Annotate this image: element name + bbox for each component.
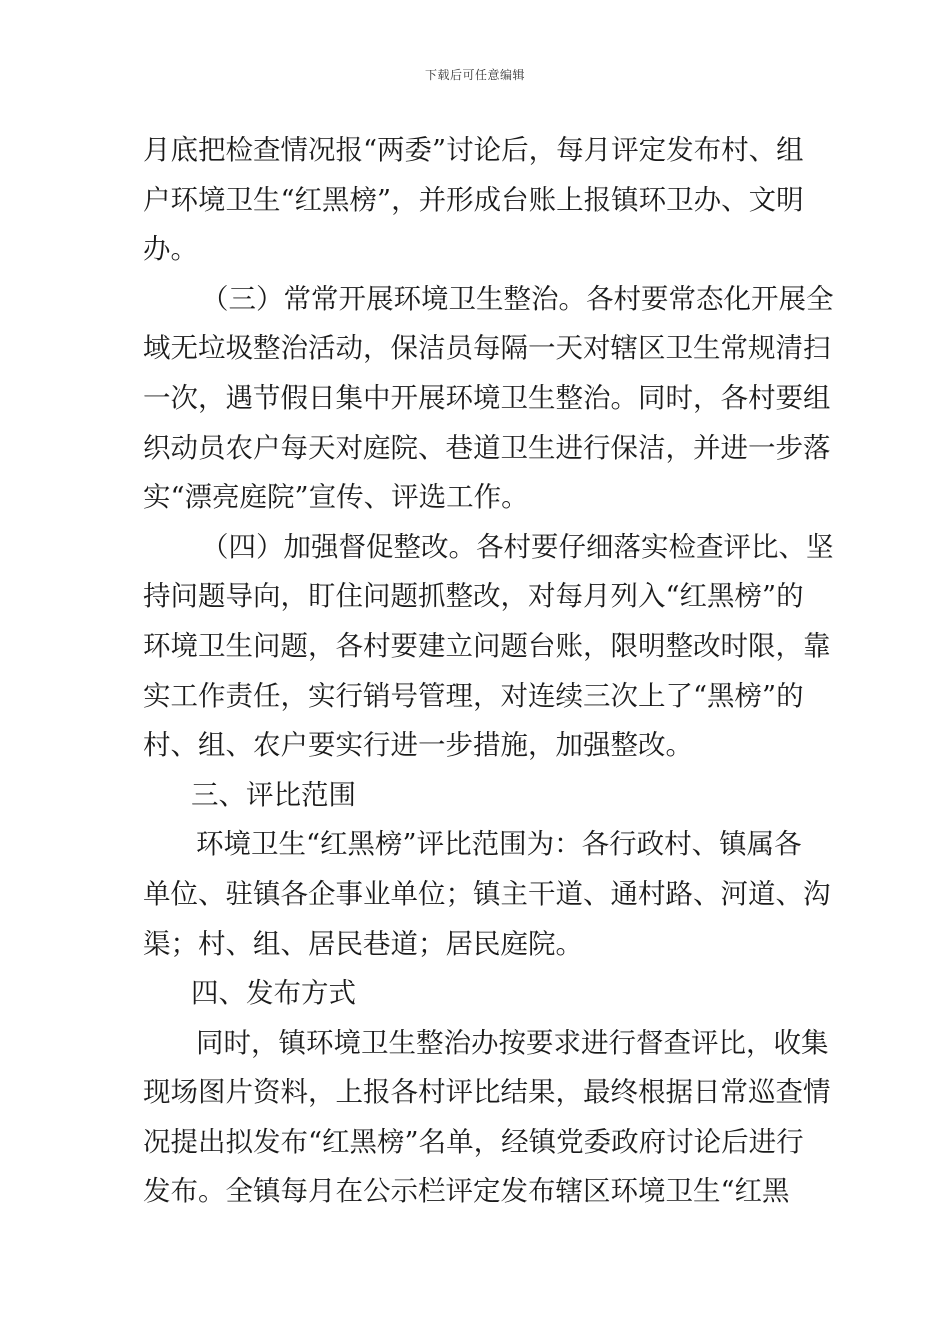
- paragraph-publish: [143, 1019, 831, 1217]
- text-line: 现场图片资料，上报各村评比结果，最终根据日常巡查情: [143, 1076, 831, 1109]
- heading-publish-method: [143, 969, 808, 1019]
- text-line: 持问题导向，盯住问题抓整改，对每月列入“红黑榜”的: [143, 580, 804, 613]
- page-header: 下载后可任意编辑: [424, 68, 525, 82]
- text-line: 办。: [143, 233, 198, 266]
- text-line: 况提出拟发布“红黑榜”名单，经镇党委政府讨论后进行: [143, 1125, 804, 1158]
- text-line: （四）加强督促整改。各村要仔细落实检查评比、坚: [201, 530, 834, 563]
- text-line: 渠；村、组、居民巷道；居民庭院。: [143, 927, 583, 960]
- document-body: [143, 126, 834, 1217]
- text-line: （三）常常开展环境卫生整治。各村要常态化开展全: [201, 282, 834, 315]
- heading-evaluation-scope: [143, 771, 808, 821]
- text-line: 织动员农户每天对庭院、巷道卫生进行保洁，并进一步落: [143, 431, 831, 464]
- text-line: 单位、驻镇各企事业单位；镇主干道、通村路、河道、沟: [143, 877, 831, 910]
- text-line: 实“漂亮庭院”宣传、评选工作。: [143, 481, 529, 514]
- section-heading: 四、发布方式: [191, 977, 356, 1010]
- paragraph-scope: [143, 820, 831, 969]
- section-heading: 三、评比范围: [191, 778, 356, 811]
- text-line: 同时，镇环境卫生整治办按要求进行督查评比，收集: [196, 1026, 829, 1059]
- text-line: 村、组、农户要实行进一步措施，加强整改。: [143, 729, 693, 762]
- paragraph-continuation: [143, 126, 808, 275]
- text-line: 域无垃圾整治活动，保洁员每隔一天对辖区卫生常规清扫: [143, 332, 831, 365]
- paragraph-section-3: [143, 275, 834, 523]
- text-line: 环境卫生“红黑榜”评比范围为：各行政村、镇属各: [196, 828, 802, 861]
- text-line: 月底把检查情况报“两委”讨论后，每月评定发布村、组: [143, 134, 804, 166]
- text-line: 户环境卫生“红黑榜”，并形成台账上报镇环卫办、文明: [143, 183, 804, 216]
- text-line: 实工作责任，实行销号管理，对连续三次上了“黑榜”的: [143, 679, 804, 712]
- paragraph-section-4: [143, 523, 834, 771]
- text-line: 环境卫生问题，各村要建立问题台账，限明整改时限，靠: [143, 629, 831, 662]
- text-line: 发布。全镇每月在公示栏评定发布辖区环境卫生“红黑: [143, 1175, 790, 1208]
- text-line: 一次，遇节假日集中开展环境卫生整治。同时，各村要组: [143, 381, 831, 414]
